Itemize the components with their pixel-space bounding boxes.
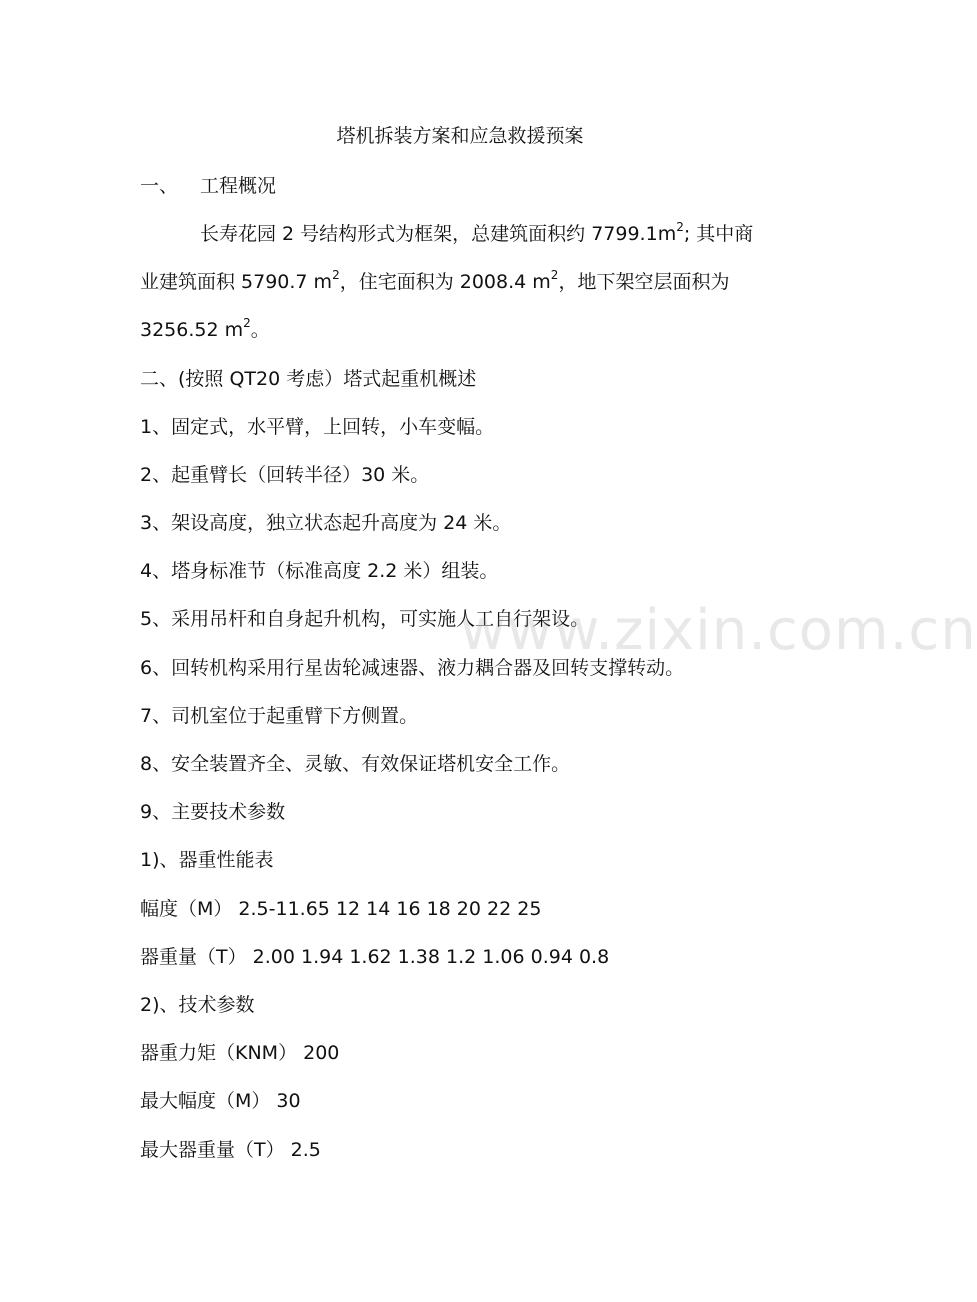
list-item: 6、回转机构采用行星齿轮减速器、液力耦合器及回转支撑转动。 xyxy=(140,657,685,679)
section1-heading xyxy=(140,172,276,200)
param-moment: 器重力矩（KNM） 200 xyxy=(140,1042,340,1064)
overview-line-1: 长寿花园 2 号结构形式为框架，总建筑面积约 $7799.1m^2$; 其中商 xyxy=(200,219,754,245)
list-item: 9、主要技术参数 xyxy=(140,801,286,823)
param-range: 最大幅度（M） 30 xyxy=(140,1090,301,1112)
section1-title: 工程概况 xyxy=(200,175,277,197)
section2-heading: 二、(按照 QT20 考虑）塔式起重机概述 xyxy=(140,368,477,390)
section1-number: 一、 xyxy=(140,175,179,197)
document-title: 塔机拆装方案和应急救援预案 xyxy=(336,125,584,147)
list-item: 8、安全装置齐全、灵敏、有效保证塔机安全工作。 xyxy=(140,753,571,775)
list-item: 2、起重臂长（回转半径）30 米。 xyxy=(140,464,430,486)
overview-line-3: 3256.52 $m^2$。 xyxy=(140,315,270,341)
param-load: 最大器重量（T） 2.5 xyxy=(140,1139,321,1161)
list-item: 1、固定式，水平臂，上回转，小车变幅。 xyxy=(140,416,495,438)
subsection-heading-performance: 1)、器重性能表 xyxy=(140,849,274,871)
list-item: 5、采用吊杆和自身起升机构，可实施人工自行架设。 xyxy=(140,608,590,630)
watermark: www.zixin.com.cn xyxy=(460,598,977,663)
subsection-heading-params: 2)、技术参数 xyxy=(140,994,255,1016)
range-row: 幅度（M） 2.5-11.65 12 14 16 18 20 22 25 xyxy=(140,898,542,920)
list-item: 4、塔身标准节（标准高度 2.2 米）组装。 xyxy=(140,560,499,582)
list-item: 7、司机室位于起重臂下方侧置。 xyxy=(140,705,419,727)
load-row: 器重量（T） 2.00 1.94 1.62 1.38 1.2 1.06 0.94 0.8 xyxy=(140,946,610,968)
overview-line-2: 业建筑面积 5790.7 $m^2$，住宅面积为 2008.4 $m^2$，地下架空层面积为 xyxy=(140,267,730,293)
list-item: 3、架设高度，独立状态起升高度为 24 米。 xyxy=(140,512,512,534)
